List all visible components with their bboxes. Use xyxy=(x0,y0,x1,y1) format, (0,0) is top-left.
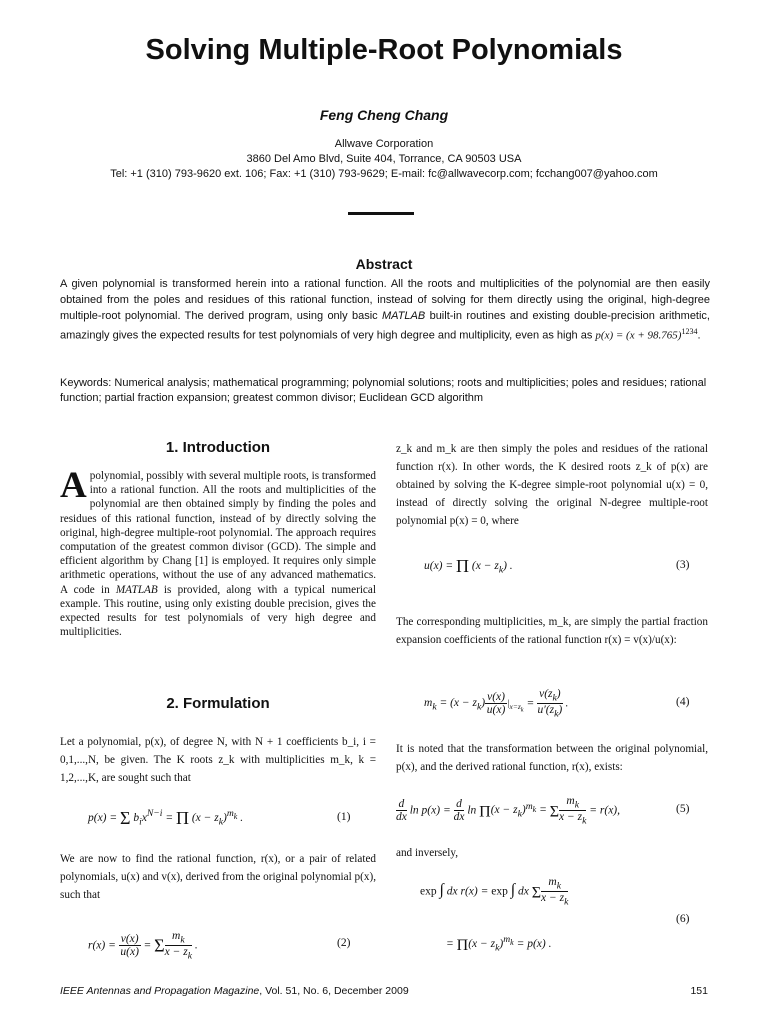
abstract-exponent: 1234 xyxy=(681,327,698,336)
equation-4: $m_k = (x - z_k)$ $\frac{v(x)}{u(x)}$ $|_{x=z_k}$ = $\frac{v(z_k)}{u'(z_k)}$ . xyxy=(424,688,569,720)
affiliation-address: 3860 Del Amo Blvd, Suite 404, Torrance, CA 90503 USA xyxy=(246,153,522,165)
equation-1: p(x) = Σ $b_ix^{N-i} = \Pi$ $(x - z_k)^{m_k}$ . xyxy=(88,808,244,828)
abstract-formula: p(x) = (x + 98.765) xyxy=(595,329,682,342)
intro-matlab: MATLAB xyxy=(115,583,158,596)
equation-number-2: (2) xyxy=(337,937,351,949)
footer-citation xyxy=(60,985,409,997)
keywords: Keywords: Numerical analysis; mathematical programming; polynomial solutions; roots and multiplicities; poles and residues; rational function; partial fraction expansion; greatest common divisor; Euclidean GCD algorithm xyxy=(60,377,707,404)
section-heading-introduction: 1. Introduction xyxy=(165,439,271,456)
abstract-text xyxy=(60,276,710,344)
abstract-matlab: MATLAB xyxy=(382,310,426,322)
affiliation-org: Allwave Corporation xyxy=(334,138,434,150)
intro-text: is provided, along with a typical numerical example. This routine, using only existing double precision, gives the expected results for test polynomials of very high degree and multiplicities. xyxy=(60,583,376,639)
drop-cap: A xyxy=(60,465,87,506)
equation-3: u(x) = Π $(x - z_k)$ . xyxy=(424,556,513,576)
footer-details: , Vol. 51, No. 6, December 2009 xyxy=(259,985,409,997)
formulation-paragraph-2: We are now to find the rational function, r(x), or a pair of related polynomials, u(x) and v(x), derived from the original polynomial p(x), such that xyxy=(60,853,376,901)
intro-text: polynomial, possibly with several multiple roots, is transformed into a rational function. All the roots and multiplicities of the polynomial are then obtained simply by finding the poles and residues of this rational function, instead of by directly solving the original, high-degree multiple-root polynomial. The approach requires computation of the greatest common divisor (GCD). The simple and efficient algorithm by Chang [1] is employed. It requires only simple arithmetic operations, without the use of any advanced mathematics. A code in xyxy=(60,470,376,596)
right-paragraph-1: z_k and m_k are then simply the poles and residues of the rational function r(x). In other words, the K desired roots z_k of p(x) are obtained by solving the K-degree simple-root polynomial u(x) = 0, instead of directly solving the original N-degree multiple-root polynomial p(x) = 0, where xyxy=(396,443,708,527)
equation-2: r(x) = $\frac{v(x)}{u(x)}$ = Σ $\frac{m_k}{x - z_k}$ . xyxy=(88,930,198,962)
paper-title: Solving Multiple-Root Polynomials xyxy=(145,34,623,66)
equation-5: $\frac{d}{dx}$ ln p(x) = $\frac{d}{dx}$ $\ln \Pi(x - z_k)^{m_k} = \Sigma$ $\frac{m_k}{x - z_k}$ = r(x), xyxy=(396,795,621,827)
author-name: Feng Cheng Chang xyxy=(319,107,449,123)
abstract-part: A given polynomial is transformed herein into a rational function. All the roots and multiplicities of the polynomial are then easily obtained from the poles and residues of this rational function, instead of solving for them directly using the original, high-degree multiple-root polynomial. The derived program, using only basic xyxy=(60,278,710,322)
right-paragraph-2: The corresponding multiplicities, m_k, are simply the partial fraction expansion coefficients of the rational function r(x) = v(x)/u(x): xyxy=(396,616,708,646)
affiliation-contact: Tel: +1 (310) 793-9620 ext. 106; Fax: +1 (310) 793-9629; E-mail: fc@allwavecorp.com; fcchang007@yahoo.com xyxy=(110,168,658,180)
page-number: 151 xyxy=(690,985,708,997)
equation-number-1: (1) xyxy=(337,811,351,823)
equation-6-line-2: = $\Pi(x - z_k)^{m_k} = p(x)$ . xyxy=(446,934,552,954)
equation-number-6: (6) xyxy=(676,913,690,925)
section-heading-formulation: 2. Formulation xyxy=(166,695,270,712)
introduction-paragraph xyxy=(60,465,376,639)
equation-6-line-1: exp ∫ dx r(x) = exp ∫ dx Σ $\frac{m_k}{x - z_k}$ xyxy=(420,876,569,908)
right-paragraph-4: and inversely, xyxy=(396,847,459,859)
section-divider xyxy=(348,212,414,215)
footer-journal: IEEE Antennas and Propagation Magazine xyxy=(60,985,260,997)
abstract-part: built-in routines and existing double-precision arithmetic, amazingly gives the expected results for test polynomials of very high degree and multiplicity, even as high as xyxy=(60,310,710,342)
right-paragraph-3: It is noted that the transformation between the original polynomial, p(x), and the derived rational function, r(x), exists: xyxy=(396,743,708,773)
abstract-end: . xyxy=(697,329,701,342)
formulation-paragraph-1: Let a polynomial, p(x), of degree N, with N + 1 coefficients b_i, i = 0,1,...,N, be given. The K roots z_k with multiplicities m_k, k = 1,2,...,K, are sought such that xyxy=(60,736,376,784)
equation-number-4: (4) xyxy=(676,696,690,708)
abstract-heading: Abstract xyxy=(355,256,413,272)
equation-number-3: (3) xyxy=(676,559,690,571)
equation-number-5: (5) xyxy=(676,803,690,815)
